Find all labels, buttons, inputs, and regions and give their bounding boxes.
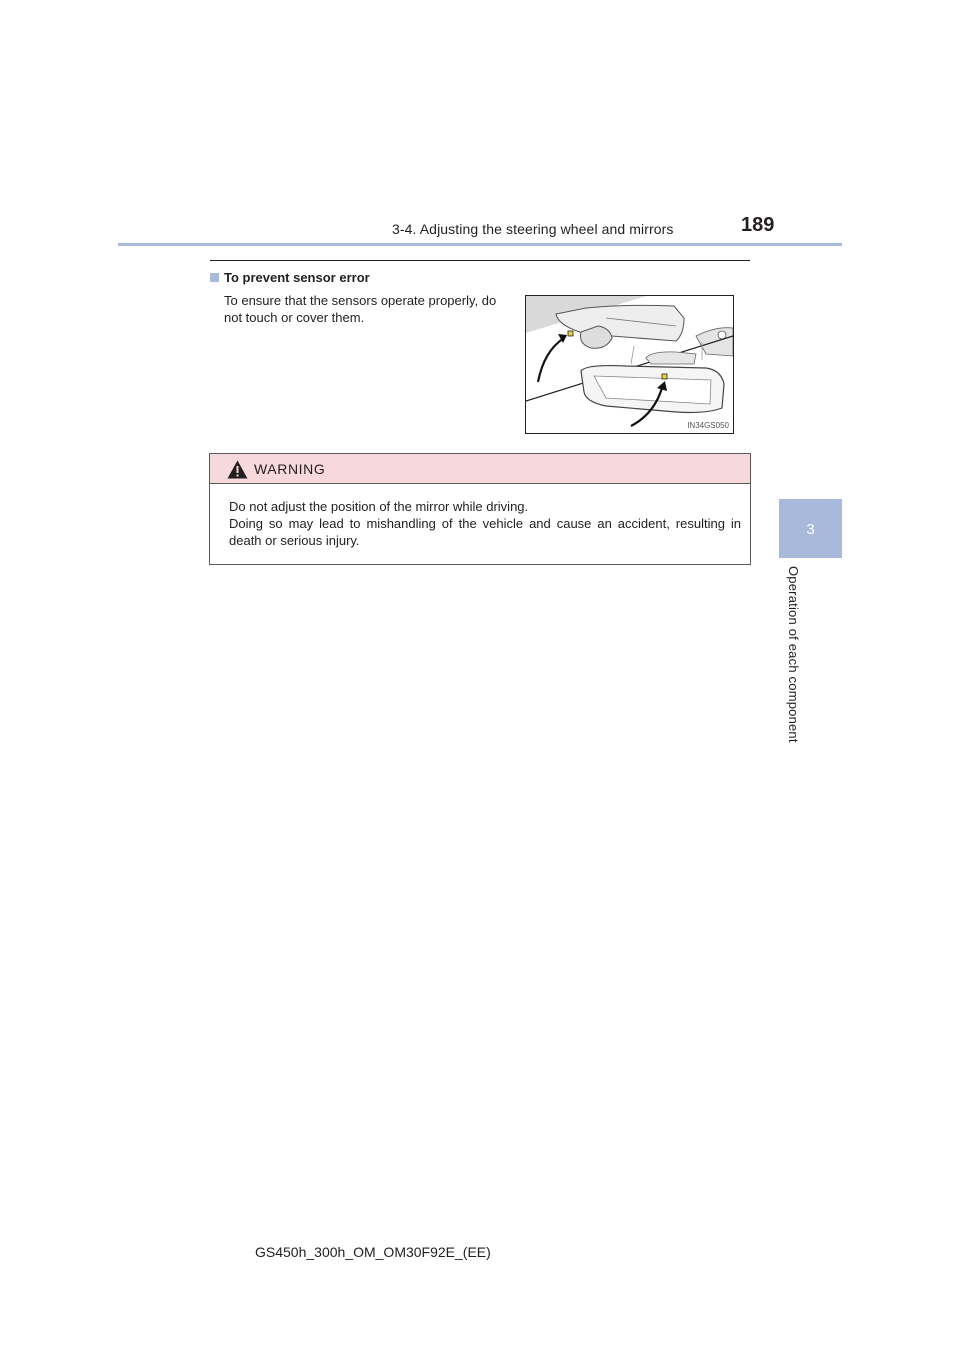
chapter-label: Operation of each component (786, 566, 801, 743)
chapter-tab (779, 499, 842, 558)
header-rule (118, 243, 842, 246)
mirror-sensor-illustration (525, 295, 734, 434)
section-body: To ensure that the sensors operate properly, do not touch or cover them. (224, 293, 497, 325)
mirror-back-shape (556, 305, 684, 341)
warning-line-1: Do not adjust the position of the mirror while driving. (229, 499, 529, 514)
console-knob-icon (718, 331, 726, 339)
page-number: 189 (741, 214, 775, 236)
chapter-number: 3 (806, 521, 815, 538)
windshield-line (631, 346, 634, 364)
warning-title: WARNING (254, 461, 326, 477)
square-bullet-icon (210, 273, 219, 282)
warning-triangle-icon (227, 460, 248, 479)
section-heading-text: To prevent sensor error (224, 270, 370, 285)
footer-model-code: GS450h_300h_OM_OM30F92E_(EE) (255, 1244, 491, 1260)
figure-code: IN34GS050 (687, 421, 729, 430)
sensor-marker-lower (662, 374, 667, 379)
sensor-marker-upper (568, 331, 573, 336)
section-heading (210, 270, 370, 285)
warning-box (209, 453, 751, 565)
warning-body (229, 498, 741, 549)
warning-line-2: Doing so may lead to mishandling of the vehicle and cause an accident, resulting in death or serious injury. (229, 516, 741, 548)
mirror-sensor-drawing (526, 296, 733, 433)
section-rule (210, 260, 750, 261)
warning-header (210, 454, 750, 484)
header-section-title: 3-4. Adjusting the steering wheel and mirrors (392, 221, 674, 237)
mirror-stem-shape (646, 352, 696, 364)
arrow-upper (538, 338, 564, 382)
